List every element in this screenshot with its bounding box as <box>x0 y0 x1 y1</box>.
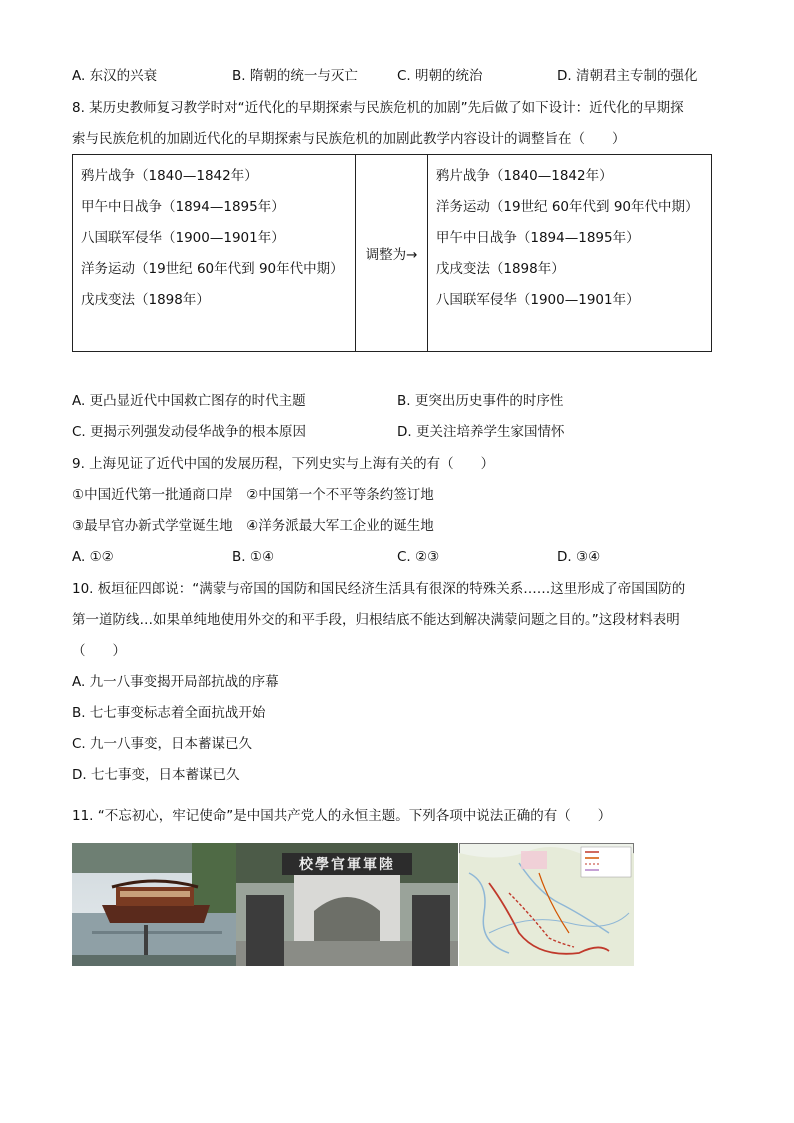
adjusted-order-cell <box>427 155 711 352</box>
academy-gate-photo <box>236 843 458 966</box>
q8-option-a: A. 更凸显近代中国救亡图存的时代主题 <box>72 393 306 409</box>
q8-stem-line1: 8. 某历史教师复习教学时对“近代化的早期探索与民族危机的加剧”先后做了如下设计：近代化的早期探 <box>72 100 684 116</box>
q8-stem-line2: 索与民族危机的加剧近代化的早期探索与民族危机的加剧此教学内容设计的调整旨在（ ） <box>72 131 626 147</box>
q10-option-a: A. 九一八事变揭开局部抗战的序幕 <box>72 674 279 690</box>
event: 洋务运动（19世纪 60年代到 90年代中期） <box>435 199 699 215</box>
event: 戊戌变法（1898年） <box>81 292 210 308</box>
event: 甲午中日战争（1894—1895年） <box>435 230 640 246</box>
q10-stem-line3: （ ） <box>72 643 126 659</box>
q7-option-d: D. 清朝君主专制的强化 <box>557 68 698 84</box>
q10-option-d: D. 七七事变，日本蓄谋已久 <box>72 767 240 783</box>
event: 洋务运动（19世纪 60年代到 90年代中期） <box>81 261 344 277</box>
q7-option-b: B. 隋朝的统一与灭亡 <box>232 68 358 84</box>
q9-option-d: D. ③④ <box>557 549 601 565</box>
original-order-cell <box>73 155 356 352</box>
event: 鸦片战争（1840—1842年） <box>81 168 258 184</box>
q8-option-b: B. 更突出历史事件的时序性 <box>397 393 564 409</box>
q9-option-a: A. ①② <box>72 549 114 565</box>
q9-stem: 9. 上海见证了近代中国的发展历程，下列史实与上海有关的有（ ） <box>72 456 495 472</box>
q8-option-d: D. 更关注培养学生家国情怀 <box>397 424 565 440</box>
q8-comparison-table <box>72 154 712 352</box>
q9-option-c: C. ②③ <box>397 549 440 565</box>
event: 鸦片战争（1840—1842年） <box>435 168 613 184</box>
route-map-image <box>459 843 634 966</box>
q8-option-c: C. 更揭示列强发动侵华战争的根本原因 <box>72 424 307 440</box>
gate-sign: 陸軍軍官學校 <box>299 857 395 873</box>
q10-stem-line2: 第一道防线…如果单纯地使用外交的和平手段，归根结底不能达到解决满蒙问题之目的。”这段材料表明 <box>72 612 680 628</box>
q9-option-b: B. ①④ <box>232 549 275 565</box>
q10-stem-line1: 10. 板垣征四郎说：“满蒙与帝国的国防和国民经济生活具有很深的特殊关系……这里形成了帝国国防的 <box>72 581 686 597</box>
event: 甲午中日战争（1894—1895年） <box>81 199 285 215</box>
event: 八国联军侵华（1900—1901年） <box>435 292 640 308</box>
q11-stem: 11. “不忘初心，牢记使命”是中国共产党人的永恒主题。下列各项中说法正确的有（ ） <box>72 808 612 824</box>
q9-items-line2: ③最早官办新式学堂诞生地 ④洋务派最大军工企业的诞生地 <box>72 518 434 534</box>
red-boat-photo <box>72 843 236 966</box>
event: 戊戌变法（1898年） <box>435 261 565 277</box>
q7-option-a: A. 东汉的兴衰 <box>72 68 158 84</box>
q10-option-c: C. 九一八事变，日本蓄谋已久 <box>72 736 253 752</box>
q7-option-c: C. 明朝的统治 <box>397 68 483 84</box>
q9-items-line1: ①中国近代第一批通商口岸 ②中国第一个不平等条约签订地 <box>72 487 434 503</box>
adjust-label: 调整为→ <box>365 247 418 263</box>
event: 八国联军侵华（1900—1901年） <box>81 230 285 246</box>
adjust-label-cell <box>356 155 428 352</box>
q10-option-b: B. 七七事变标志着全面抗战开始 <box>72 705 266 721</box>
